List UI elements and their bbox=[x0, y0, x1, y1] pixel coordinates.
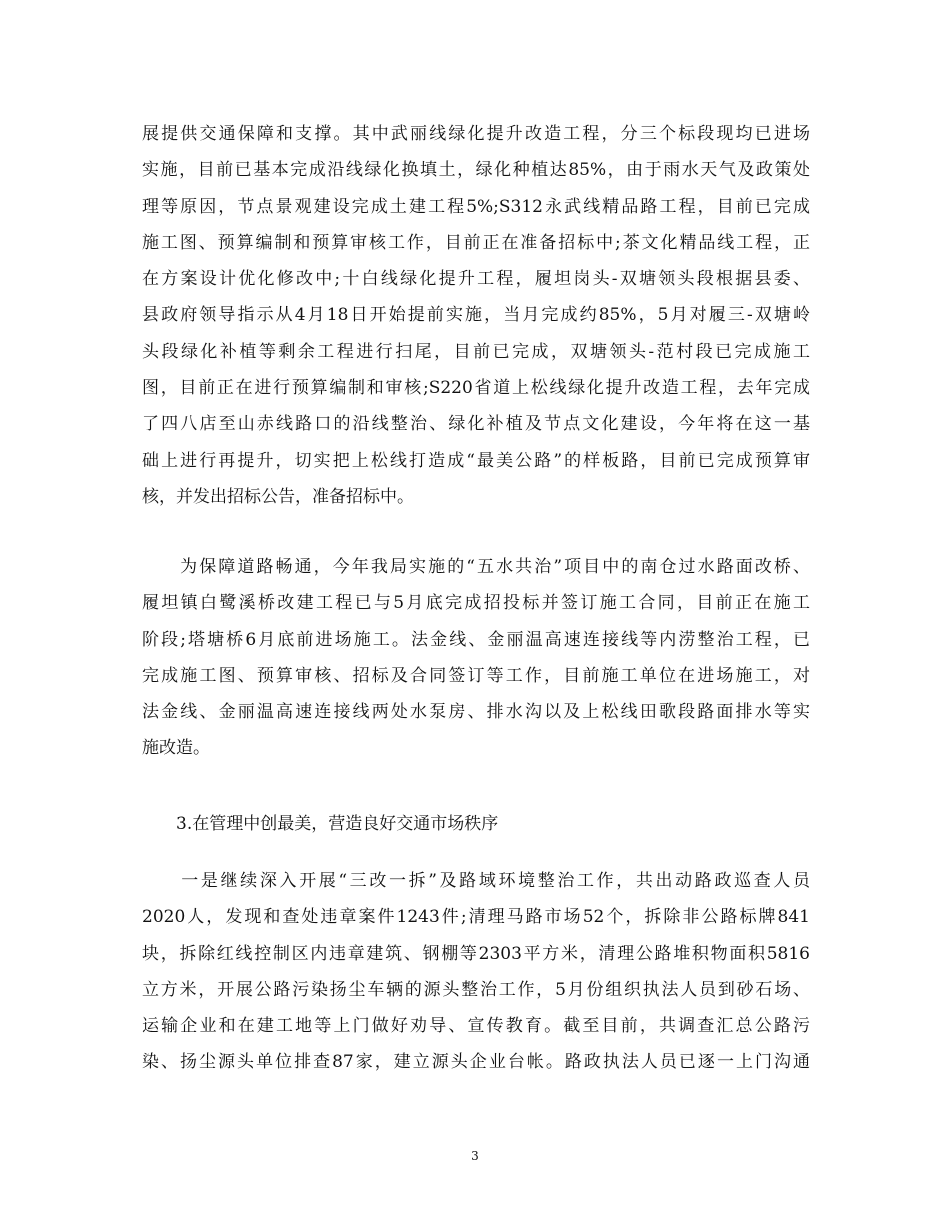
text-line: 图，目前正在进行预算编制和审核;S220省道上松线绿化提升改造工程，去年完成 bbox=[142, 378, 810, 399]
text-line: 施工图、预算编制和预算审核工作，目前正在准备招标中;茶文化精品线工程，正 bbox=[142, 232, 810, 253]
text-line: 染、扬尘源头单位排查87家，建立源头企业台帐。路政执法人员已逐一上门沟通 bbox=[142, 1052, 810, 1073]
text-line: 础上进行再提升，切实把上松线打造成“最美公路”的样板路，目前已完成预算审 bbox=[142, 450, 810, 471]
text-line: 展提供交通保障和支撑。其中武丽线绿化提升改造工程，分三个标段现均已进场 bbox=[142, 124, 810, 144]
text-line: 一是继续深入开展“三改一拆”及路域环境整治工作，共出动路政巡查人员 bbox=[142, 871, 810, 891]
text-line: 实施，目前已基本完成沿线绿化换填土，绿化种植达85%，由于雨水天气及政策处 bbox=[142, 160, 810, 181]
text-line: 完成施工图、预算审核、招标及合同签订等工作，目前施工单位在进场施工，对 bbox=[142, 665, 810, 686]
text-line: 块，拆除红线控制区内违章建筑、钢棚等2303平方米，清理公路堆积物面积5816 bbox=[142, 943, 810, 964]
text-line: 为保障道路畅通，今年我局实施的“五水共治”项目中的南仓过水路面改桥、 bbox=[142, 557, 810, 577]
text-line: 县政府领导指示从4月18日开始提前实施，当月完成约85%，5月对履三-双塘岭 bbox=[142, 305, 810, 326]
text-line: 核，并发出招标公告，准备招标中。 bbox=[142, 486, 414, 507]
text-line: 3.在管理中创最美，营造良好交通市场秩序 bbox=[142, 814, 499, 834]
text-line: 阶段;塔塘桥6月底前进场施工。法金线、金丽温高速连接线等内涝整治工程，已 bbox=[142, 629, 810, 650]
text-line: 施改造。 bbox=[142, 738, 210, 759]
paragraph-drainage-works bbox=[142, 549, 810, 767]
text-line: 运输企业和在建工地等上门做好劝导、宣传教育。截至目前，共调查汇总公路污 bbox=[142, 1016, 810, 1037]
text-line: 头段绿化补植等剩余工程进行扫尾，目前已完成，双塘领头-范村段已完成施工 bbox=[142, 341, 810, 362]
page-number: 3 bbox=[471, 1149, 479, 1163]
text-line: 在方案设计优化修改中;十白线绿化提升工程，履坦岗头-双塘领头段根据县委、 bbox=[142, 269, 810, 290]
text-line: 法金线、金丽温高速连接线两处水泵房、排水沟以及上松线田歌段路面排水等实 bbox=[142, 702, 810, 723]
text-line: 2020人，发现和查处违章案件1243件;清理马路市场52个，拆除非公路标牌841 bbox=[142, 907, 810, 928]
text-line: 履坦镇白鹭溪桥改建工程已与5月底完成招投标并签订施工合同，目前正在施工 bbox=[142, 593, 810, 614]
text-line: 了四八店至山赤线路口的沿线整治、绿化补植及节点文化建设，今年将在这一基 bbox=[142, 414, 810, 435]
paragraph-road-projects bbox=[142, 116, 810, 515]
text-line: 立方米，开展公路污染扬尘车辆的源头整治工作，5月份组织执法人员到砂石场、 bbox=[142, 979, 810, 1000]
paragraph-management bbox=[142, 863, 810, 1081]
text-line: 理等原因，节点景观建设完成土建工程5%;S312永武线精品路工程，目前已完成 bbox=[142, 196, 810, 217]
section-heading bbox=[142, 806, 810, 842]
